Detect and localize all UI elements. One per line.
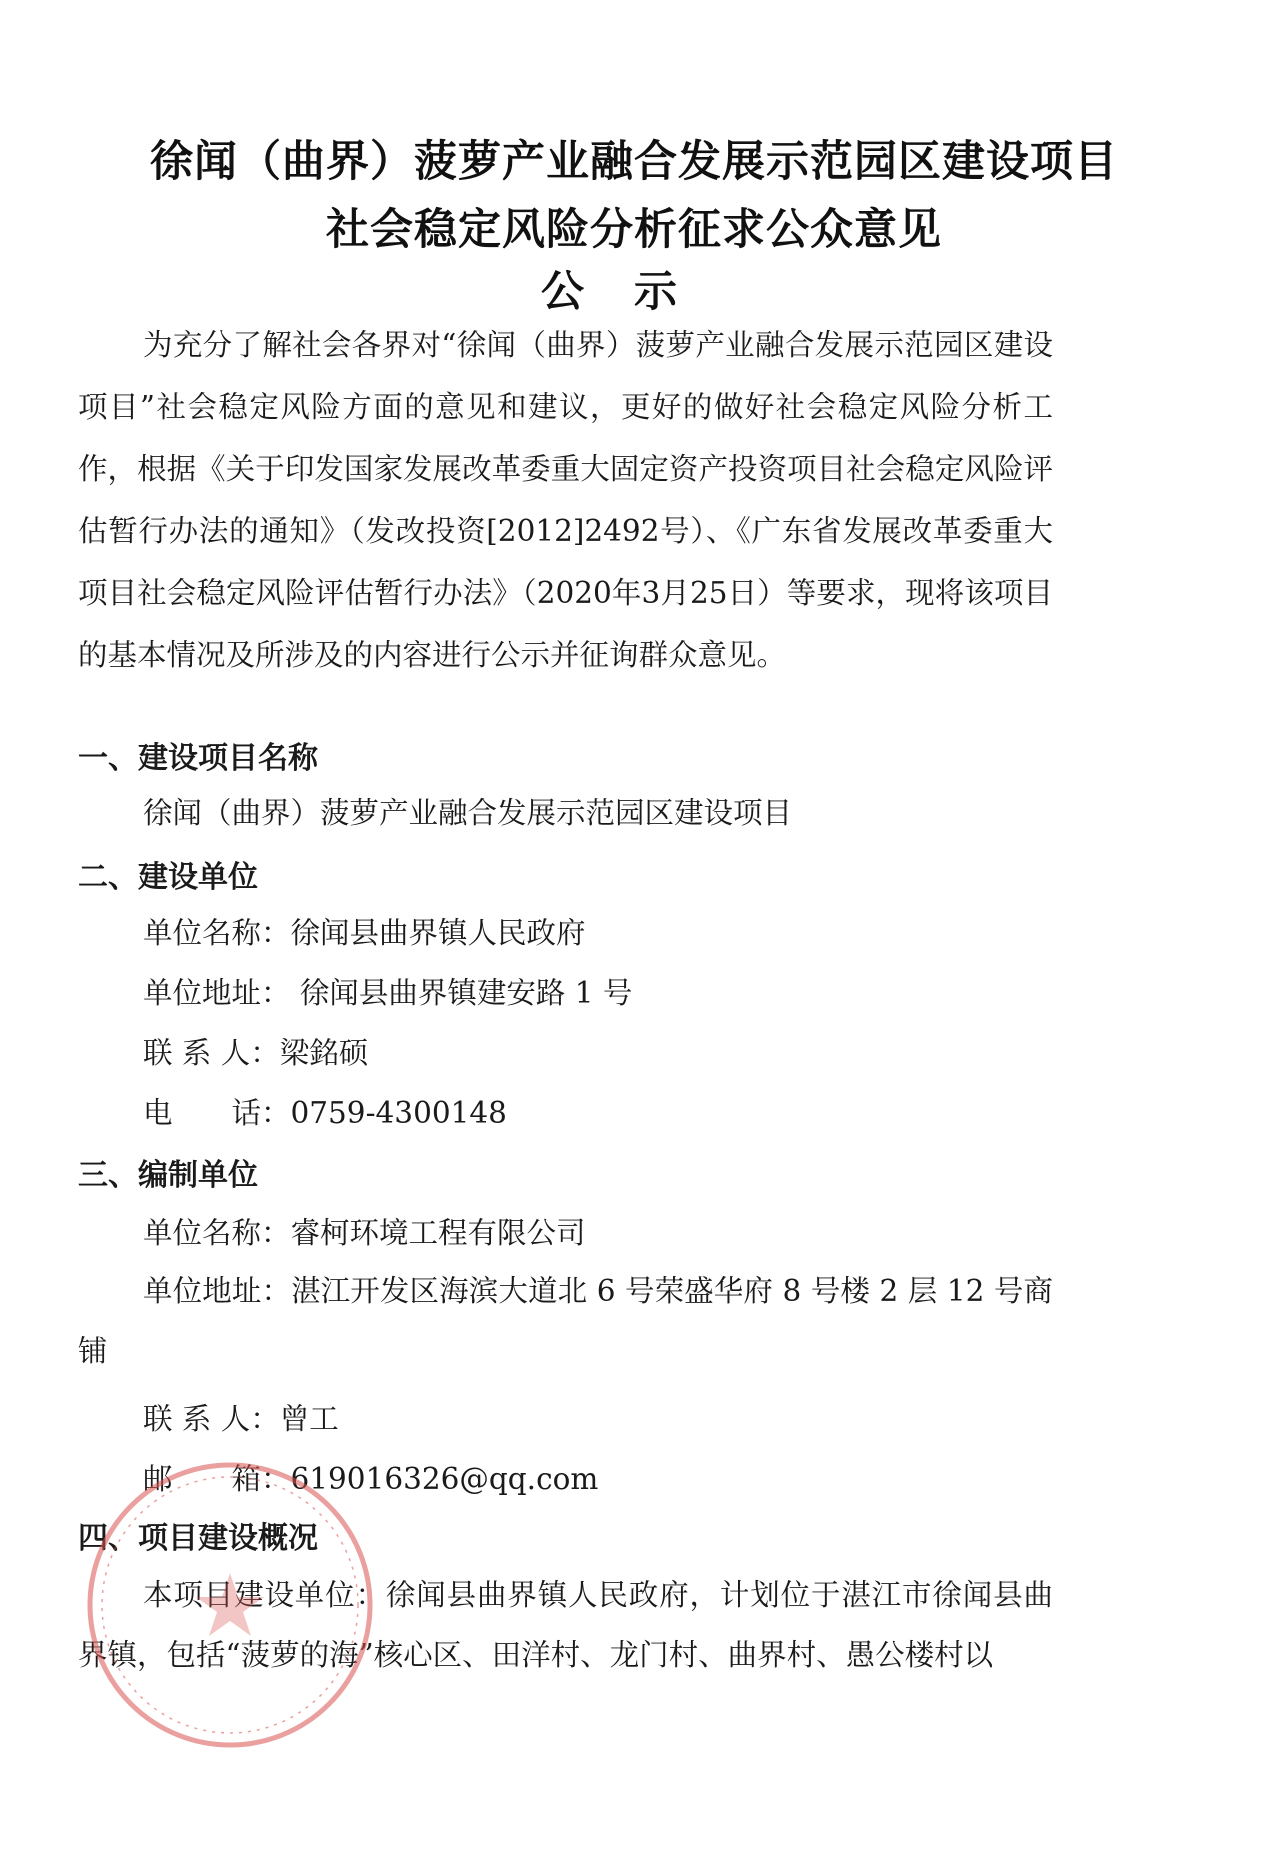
title-line-3: 公示 xyxy=(541,267,727,317)
section-heading-compiling-unit: 三、编制单位 xyxy=(78,1158,258,1193)
construction-unit-contact: 联 系 人：梁銘硕 xyxy=(143,1036,369,1070)
project-overview-text: 本项目建设单位：徐闻县曲界镇人民政府，计划位于湛江市徐闻县曲界镇，包括“菠萝的海”核心区、田洋村、龙门村、曲界村、愚公楼村以 xyxy=(78,1578,1053,1672)
compiling-unit-contact: 联 系 人：曾工 xyxy=(143,1402,339,1436)
compiling-unit-name: 单位名称：睿柯环境工程有限公司 xyxy=(143,1216,586,1250)
construction-unit-address: 单位地址： 徐闻县曲界镇建安路 1 号 xyxy=(143,976,633,1010)
compiling-unit-address: 单位地址：湛江开发区海滨大道北 6 号荣盛华府 8 号楼 2 层 12 号商铺 xyxy=(78,1274,1053,1368)
section-heading-project-name: 一、建设项目名称 xyxy=(78,741,318,776)
construction-unit-name: 单位名称：徐闻县曲界镇人民政府 xyxy=(143,916,586,950)
official-seal-stamp-icon xyxy=(80,1455,380,1755)
section-heading-project-overview: 四、项目建设概况 xyxy=(78,1521,318,1556)
construction-unit-phone: 电 话：0759-4300148 xyxy=(143,1096,507,1130)
section-heading-construction-unit: 二、建设单位 xyxy=(78,860,258,895)
title-line-1: 徐闻（曲界）菠萝产业融合发展示范园区建设项目 xyxy=(150,137,1118,187)
compiling-unit-email: 邮 箱：619016326@qq.com xyxy=(143,1462,599,1496)
title-line-2: 社会稳定风险分析征求公众意见 xyxy=(326,205,942,255)
intro-paragraph: 为充分了解社会各界对“徐闻（曲界）菠萝产业融合发展示范园区建设项目”社会稳定风险方面的意见和建议，更好的做好社会稳定风险分析工作，根据《关于印发国家发展改革委重大固定资产投资项目社会稳定风险评估暂行办法的通知》（发改投资[2012]2492号）、《广东省发展改革委重大项目社会稳定风险评估暂行办法》（2020年3月25日）等要求，现将该项目的基本情况及所涉及的内容进行公示并征询群众意见。 xyxy=(78,328,1053,672)
project-name-text: 徐闻（曲界）菠萝产业融合发展示范园区建设项目 xyxy=(143,796,793,830)
